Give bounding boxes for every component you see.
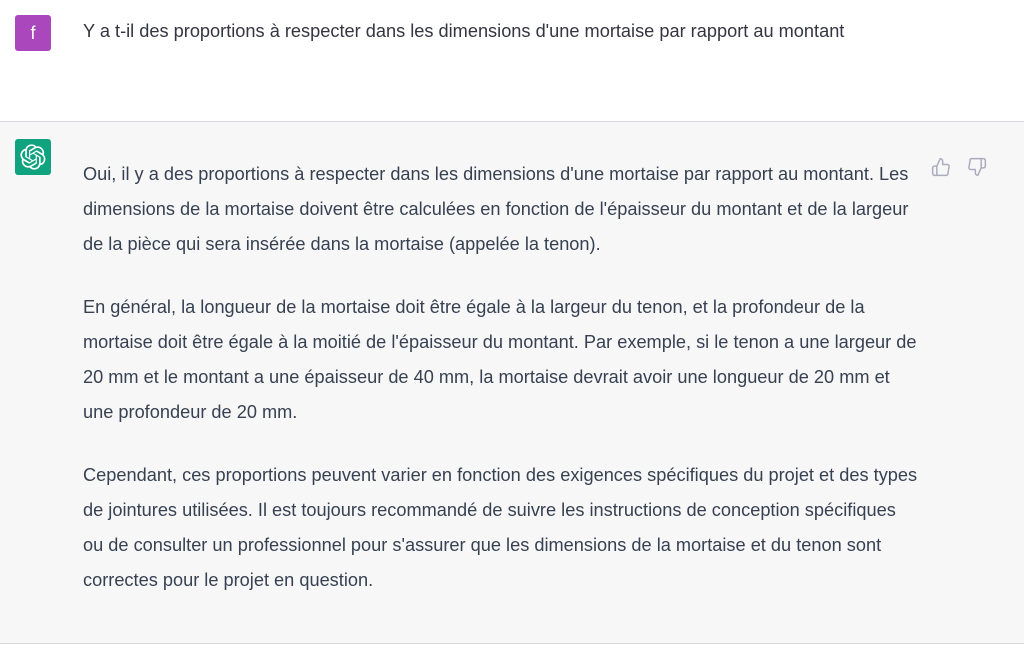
assistant-paragraph: Oui, il y a des proportions à respecter dans les dimensions d'une mortaise par rapport au montant. Les dimensions de la mortaise doivent être calculées en fonction de l'épaisseur du montant et de la largeur de la pièce qui sera insérée dans la mortaise (appelée la tenon). <box>83 164 909 254</box>
assistant-paragraph: Cependant, ces proportions peuvent varier en fonction des exigences spécifiques du projet et des types de jointures utilisées. Il est toujours recommandé de suivre les instructions de conception spécifiques ou de consulter un professionnel pour s'assurer que les dimensions de la mortaise et du tenon sont correctes pour le projet en question. <box>83 465 918 590</box>
user-message <box>0 0 1024 122</box>
assistant-message <box>0 122 1024 644</box>
thumbs-down-icon <box>967 157 987 177</box>
feedback-buttons <box>930 156 988 178</box>
assistant-paragraph: En général, la longueur de la mortaise doit être égale à la largeur du tenon, et la profondeur de la mortaise doit être égale à la moitié de l'épaisseur du montant. Par exemple, si le tenon a une largeur de 20 mm et le montant a une épaisseur de 40 mm, la mortaise devrait avoir une longueur de 20 mm et une profondeur de 20 mm. <box>83 297 917 422</box>
user-avatar <box>15 15 51 51</box>
thumbs-up-icon <box>931 157 951 177</box>
thumbs-down-button[interactable] <box>966 156 988 178</box>
user-message-text: Y a t-il des proportions à respecter dans les dimensions d'une mortaise par rapport au montant <box>83 21 845 41</box>
openai-logo-icon <box>15 139 51 175</box>
user-avatar-letter: f <box>30 22 36 43</box>
thumbs-up-button[interactable] <box>930 156 952 178</box>
assistant-message-text <box>83 157 918 626</box>
